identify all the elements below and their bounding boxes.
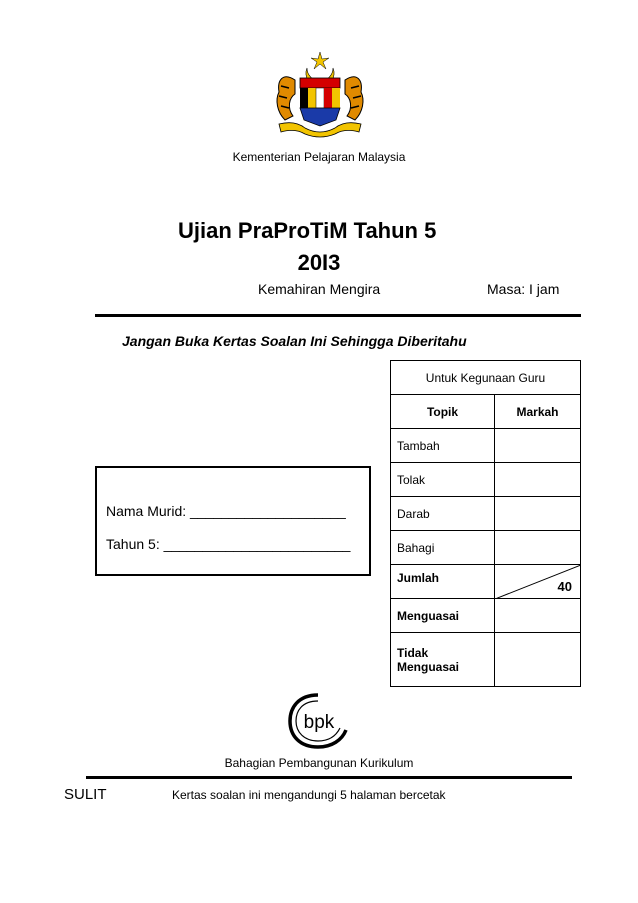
marks-cell[interactable] — [495, 531, 581, 565]
exam-subject: Kemahiran Mengira — [258, 281, 381, 297]
mastered-label: Menguasai — [391, 599, 495, 633]
mastered-cell[interactable] — [495, 599, 581, 633]
total-label: Jumlah — [391, 565, 495, 599]
teacher-marks-table — [390, 360, 581, 687]
not-mastered-label: Tidak Menguasai — [391, 633, 495, 687]
student-info-box — [95, 466, 371, 576]
classification-label: SULIT — [64, 786, 107, 803]
bottom-divider — [86, 776, 572, 779]
bpk-logo — [286, 692, 350, 750]
table-caption: Untuk Kegunaan Guru — [391, 361, 581, 395]
table-row — [391, 565, 581, 599]
table-row — [391, 361, 581, 395]
svg-text:bpk: bpk — [303, 712, 335, 733]
table-row — [391, 463, 581, 497]
table-row — [391, 599, 581, 633]
coat-of-arms-icon — [265, 50, 375, 140]
page-count-note: Kertas soalan ini mengandungi 5 halaman bercetak — [172, 788, 446, 802]
table-row — [391, 633, 581, 687]
marks-cell[interactable] — [495, 429, 581, 463]
not-mastered-cell[interactable] — [495, 633, 581, 687]
total-marks-cell[interactable] — [495, 565, 581, 599]
exam-warning: Jangan Buka Kertas Soalan Ini Sehingga Diberitahu — [122, 333, 467, 349]
table-row — [391, 429, 581, 463]
ministry-name: Kementerian Pelajaran Malaysia — [232, 150, 406, 164]
marks-cell[interactable] — [495, 497, 581, 531]
student-name-field[interactable]: Nama Murid: ____________________ — [106, 503, 346, 519]
topic-cell: Bahagi — [391, 531, 495, 565]
table-row — [391, 531, 581, 565]
header-topic: Topik — [391, 395, 495, 429]
top-divider — [95, 314, 581, 317]
table-row — [391, 395, 581, 429]
exam-year: 20I3 — [297, 250, 341, 275]
topic-cell: Tambah — [391, 429, 495, 463]
topic-cell: Darab — [391, 497, 495, 531]
division-name: Bahagian Pembangunan Kurikulum — [224, 756, 414, 770]
exam-title: Ujian PraProTiM Tahun 5 — [178, 218, 437, 243]
exam-duration: Masa: I jam — [487, 281, 560, 297]
marks-cell[interactable] — [495, 463, 581, 497]
topic-cell: Tolak — [391, 463, 495, 497]
header-marks: Markah — [495, 395, 581, 429]
table-row — [391, 497, 581, 531]
total-marks-value: 40 — [557, 579, 572, 594]
student-class-field[interactable]: Tahun 5: ________________________ — [106, 536, 351, 552]
